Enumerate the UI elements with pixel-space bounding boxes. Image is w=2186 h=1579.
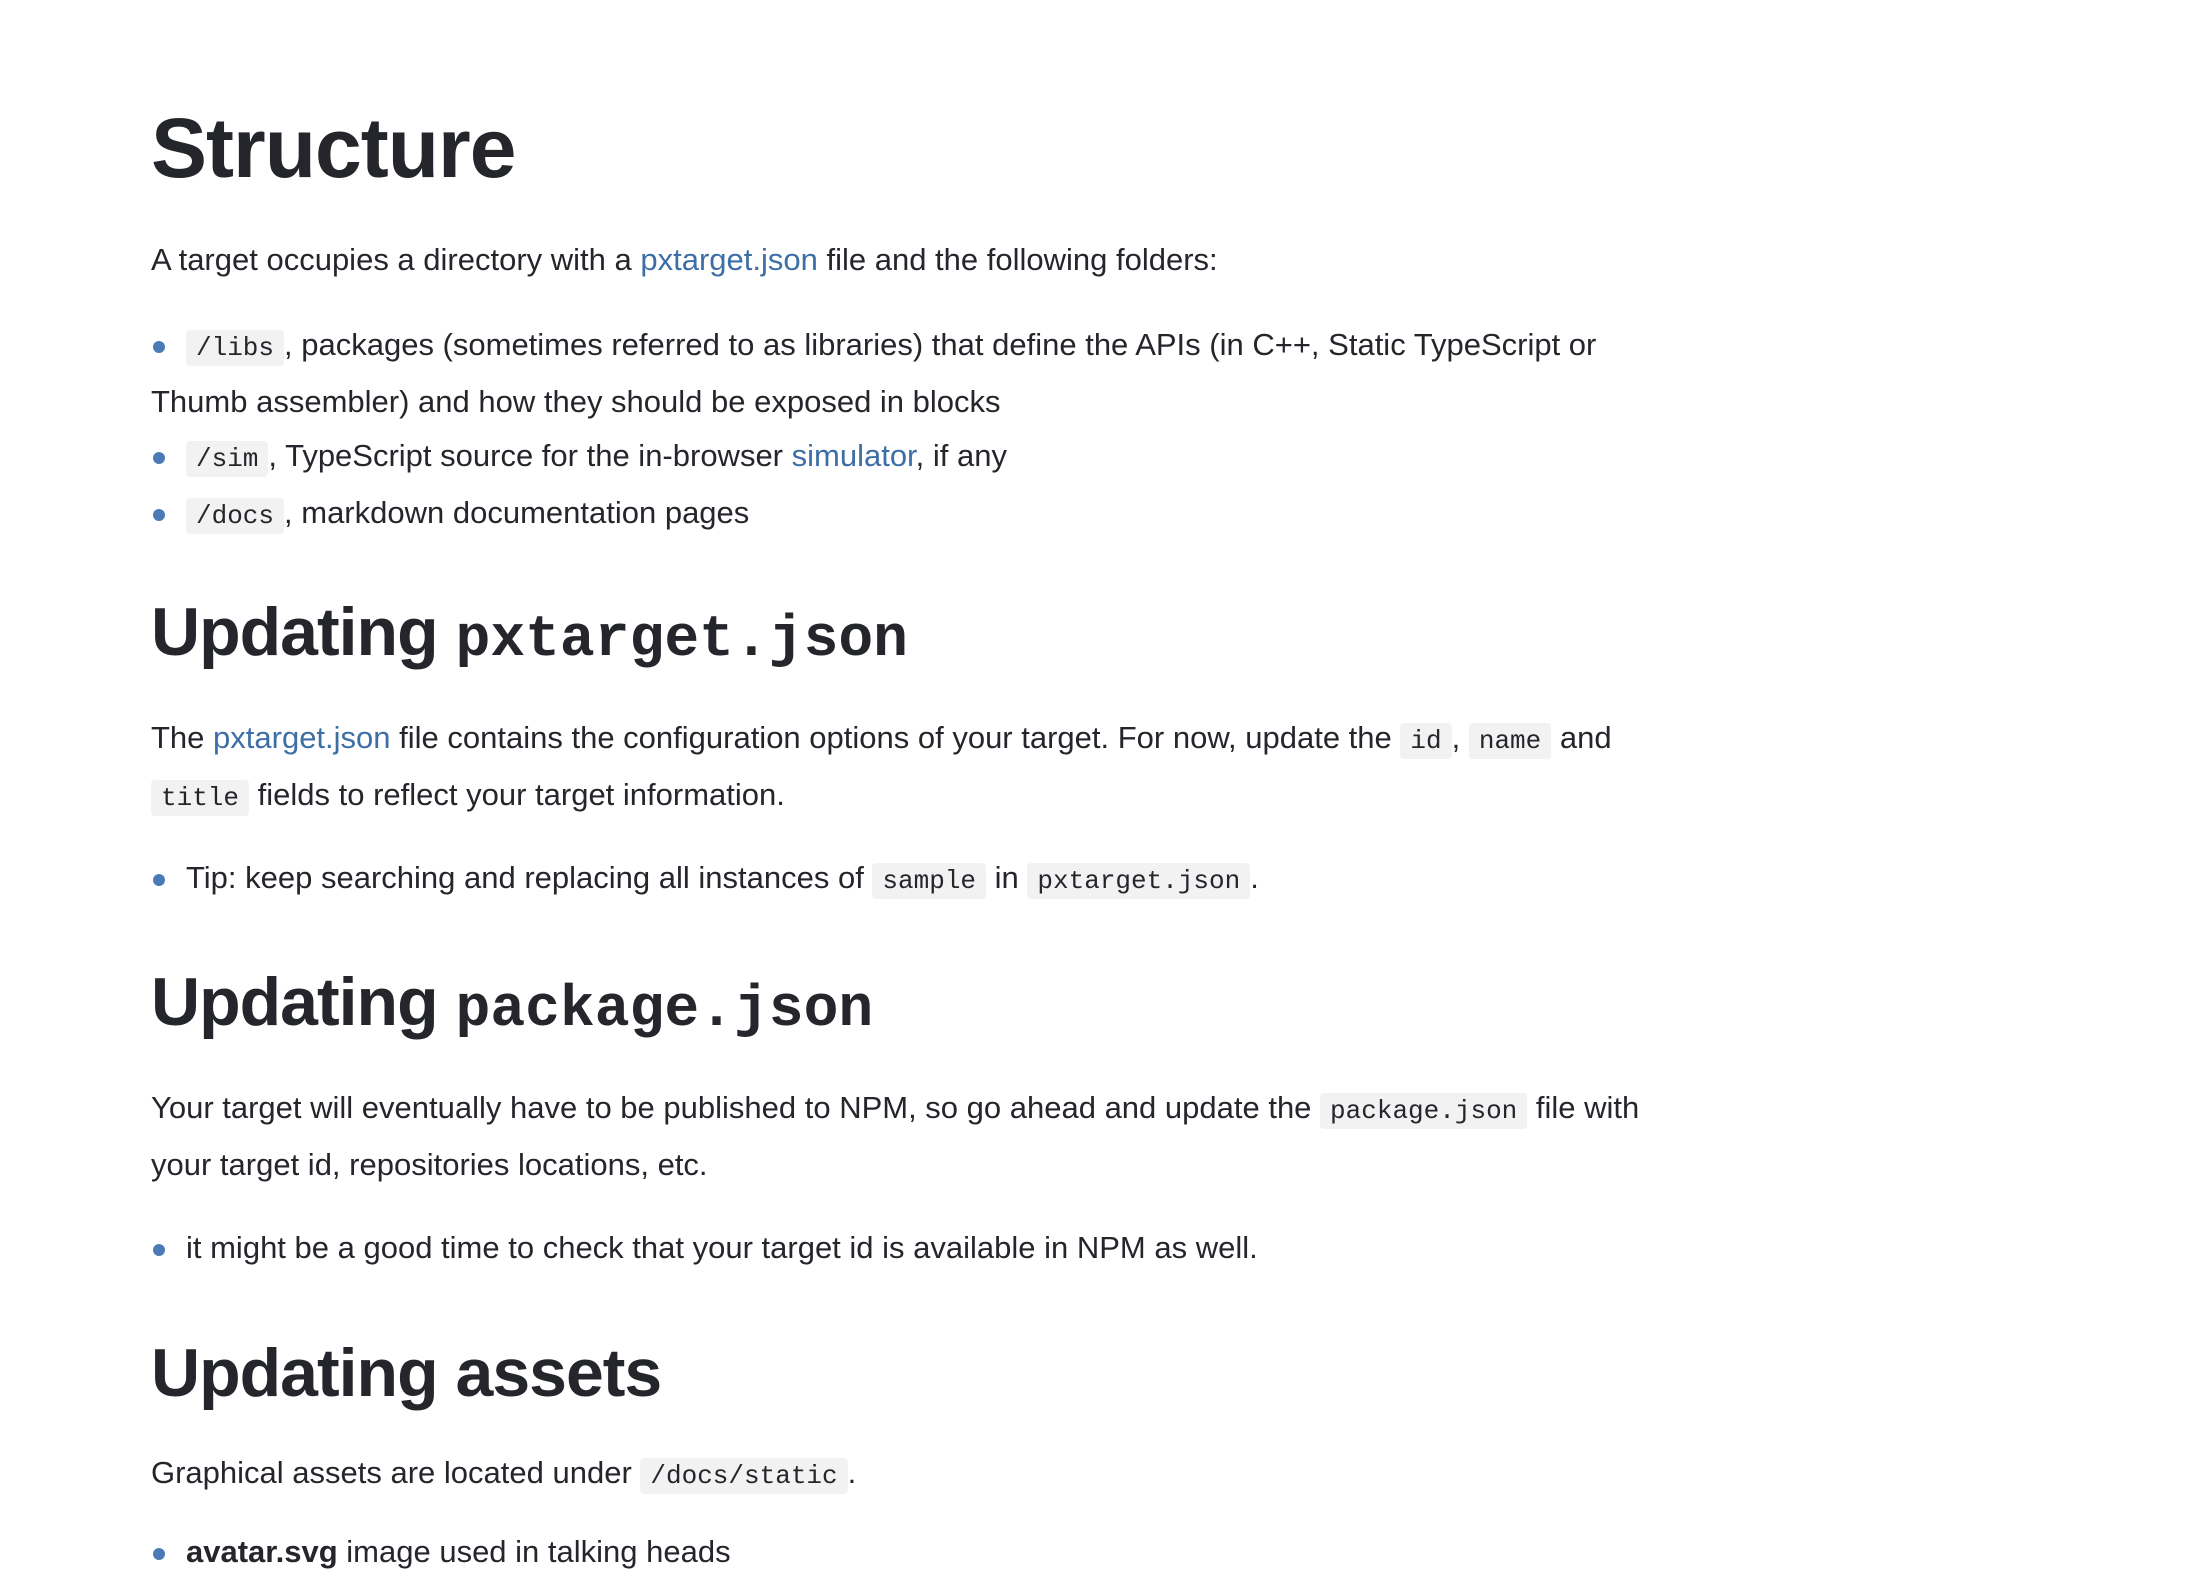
page-title: Structure: [151, 101, 516, 195]
code-sample: sample: [872, 863, 986, 899]
docs-description: , markdown documentation pages: [284, 495, 750, 530]
heading-updating-assets: Updating assets: [151, 1335, 662, 1411]
tip-text-after: .: [1250, 860, 1259, 895]
list-item-npm-tip: [151, 1221, 1661, 1275]
sim-text-before: , TypeScript source for the in-browser: [268, 438, 792, 473]
p-text-after: file with your target id, repositories locations, etc.: [151, 1090, 1640, 1182]
assets-list: [151, 1525, 1661, 1579]
libs-description: , packages (sometimes referred to as libraries) that define the APIs (in C++, Static TypeScript or Thumb assembler) and how they should be exposed in blocks: [151, 327, 1597, 419]
heading-updating-package: [151, 962, 873, 1051]
p-text-after: fields to reflect your target information.: [249, 777, 785, 812]
simulator-link[interactable]: simulator: [791, 438, 916, 473]
p-text-before: Your target will eventually have to be published to NPM, so go ahead and update the: [151, 1090, 1321, 1125]
sim-text-after: , if any: [915, 438, 1007, 473]
pxtarget-paragraph: [151, 711, 1661, 825]
p-text-before: Graphical assets are located under: [151, 1455, 641, 1490]
code-docs-static: /docs/static: [640, 1458, 847, 1494]
bullet-icon: [153, 1244, 165, 1256]
pxtarget-json-link-2[interactable]: pxtarget.json: [213, 720, 391, 755]
package-tip-list: [151, 1221, 1661, 1275]
folder-list: [151, 318, 1661, 543]
p-text-before: The: [151, 720, 214, 755]
structure-intro: [151, 233, 1661, 287]
assets-paragraph: [151, 1446, 1661, 1503]
avatar-filename: avatar.svg: [186, 1534, 338, 1569]
separator: ,: [1451, 720, 1469, 755]
intro-text-before: A target occupies a directory with a: [151, 242, 641, 277]
list-item-avatar: [151, 1525, 1661, 1579]
tip-text-before: Tip: keep searching and replacing all instances of: [186, 860, 873, 895]
list-item-docs: [151, 486, 1661, 543]
heading-text: Updating: [151, 594, 456, 670]
list-item-libs: [151, 318, 1661, 429]
heading-code: package.json: [455, 978, 874, 1043]
p-text-after: .: [847, 1455, 857, 1490]
package-paragraph: [151, 1081, 1661, 1192]
heading-text: Updating: [151, 964, 456, 1040]
code-id: id: [1400, 723, 1451, 759]
avatar-description: image used in talking heads: [337, 1534, 731, 1569]
code-pxtarget-json: pxtarget.json: [1027, 863, 1250, 899]
code-docs: /docs: [186, 498, 284, 534]
bullet-icon: [153, 874, 165, 886]
list-item-tip: [151, 851, 1661, 908]
npm-tip-text: it might be a good time to check that your target id is available in NPM as well.: [186, 1230, 1258, 1265]
bullet-icon: [153, 1548, 165, 1560]
list-item-sim: [151, 429, 1661, 486]
tip-text-mid: in: [986, 860, 1028, 895]
pxtarget-tip-list: [151, 851, 1661, 908]
and-text: and: [1551, 720, 1612, 755]
p-text-mid: file contains the configuration options of your target. For now, update the: [390, 720, 1401, 755]
code-libs: /libs: [186, 330, 284, 366]
pxtarget-json-link[interactable]: pxtarget.json: [640, 242, 818, 277]
code-name: name: [1469, 723, 1551, 759]
bullet-icon: [153, 509, 165, 521]
bullet-icon: [153, 452, 165, 464]
code-sim: /sim: [186, 441, 268, 477]
heading-updating-pxtarget: [151, 592, 908, 681]
code-package-json: package.json: [1320, 1093, 1527, 1129]
code-title: title: [151, 780, 249, 816]
heading-code: pxtarget.json: [455, 608, 908, 673]
bullet-icon: [153, 341, 165, 353]
intro-text-after: file and the following folders:: [817, 242, 1218, 277]
